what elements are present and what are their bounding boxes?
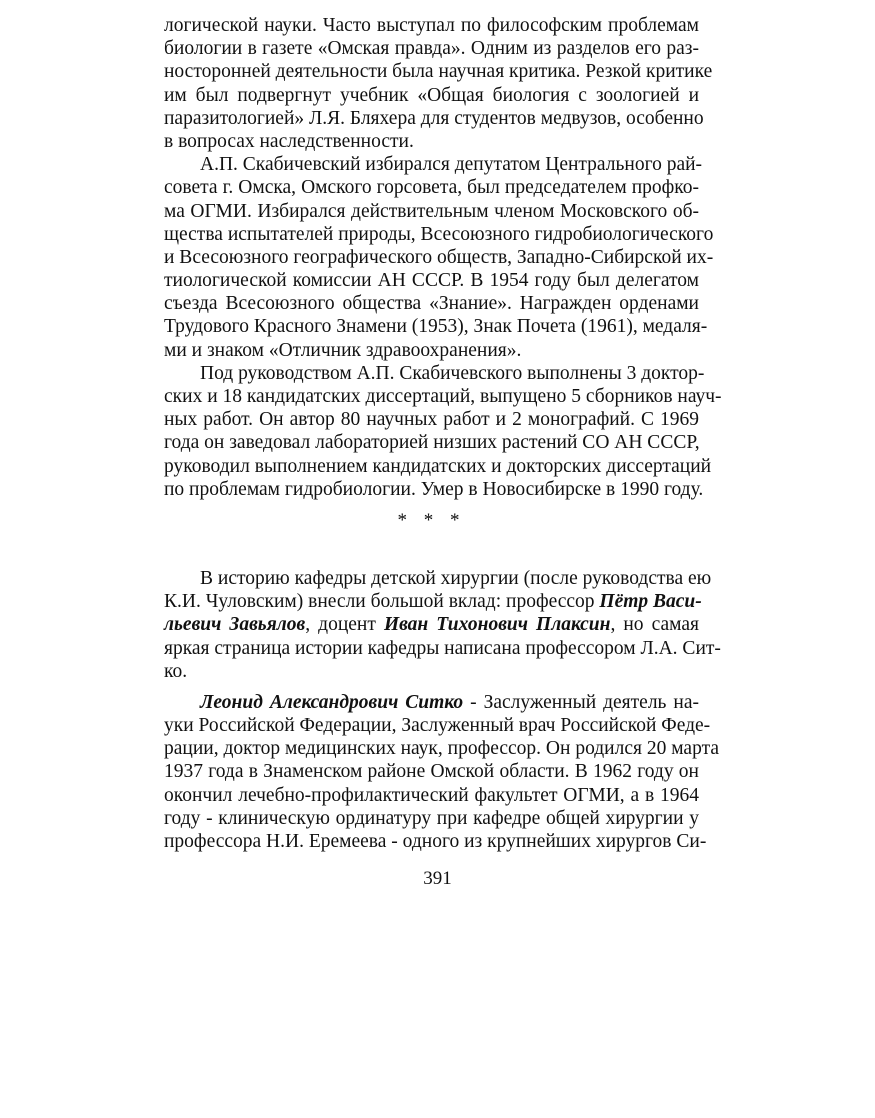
text-line: тиологической комиссии АН СССР. В 1954 году был делегатом (164, 270, 699, 292)
text-line: носторонней деятельности была научная критика. Резкой критике (164, 61, 713, 83)
page-text-block (164, 14, 722, 853)
paragraph-sitko-bio (164, 691, 719, 853)
text-line (164, 613, 699, 636)
text-line: в вопросах наследственности. (164, 130, 414, 152)
paragraph-skabichevsky-works (164, 362, 722, 501)
text-line: Под руководством А.П. Скабичевского выполнены 3 доктор- (200, 362, 705, 384)
text-line: ских и 18 кандидатских диссертаций, выпущено 5 сборников науч- (164, 386, 722, 407)
text-line: Трудового Красного Знамени (1953), Знак Почета (1961), медаля- (164, 316, 708, 338)
person-name: Леонид Александрович Ситко (200, 691, 464, 713)
text-run: , доцент (305, 614, 384, 636)
text-line: им был подвергнут учебник «Общая биология с зоологией и (164, 84, 699, 106)
text-line: съезда Всесоюзного общества «Знание». Награжден орденами (164, 293, 699, 315)
text-line: ко. (164, 660, 188, 682)
text-line: В историю кафедры детской хирургии (после руководства ею (200, 567, 712, 589)
text-line: профессора Н.И. Еремеева - одного из крупнейших хирургов Си- (164, 831, 707, 852)
text-line: уки Российской Федерации, Заслуженный врач Российской Феде- (164, 715, 711, 737)
text-line: и Всесоюзного географического обществ, Западно-Сибирской их- (164, 246, 714, 268)
page-number: 391 (423, 868, 452, 889)
text-line: яркая страница истории кафедры написана профессором Л.А. Сит- (164, 637, 721, 659)
person-name: Иван Тихонович Плаксин (383, 614, 611, 636)
text-run: , но самая (610, 614, 699, 636)
paragraph-continuation (164, 14, 713, 153)
text-line: совета г. Омска, Омского горсовета, был председателем профко- (164, 177, 699, 199)
text-line: года он заведовал лабораторией низших растений СО АН СССР, (164, 432, 700, 454)
text-line: ми и знаком «Отличник здравоохранения». (164, 339, 522, 361)
text-line (164, 590, 702, 613)
text-line: паразитологией» Л.Я. Бляхера для студентов медвузов, особенно (164, 107, 704, 129)
text-run: К.И. Чуловским) внесли большой вклад: профессор (164, 591, 600, 613)
text-line: щества испытателей природы, Всесоюзного гидробиологического (164, 223, 714, 245)
text-line: А.П. Скабичевский избирался депутатом Центрального рай- (200, 154, 703, 176)
text-run: - Заслуженный деятель на- (463, 691, 699, 713)
text-line: биологии в газете «Омская правда». Одним из разделов его раз- (164, 38, 699, 60)
paragraph-skabichevsky-offices (164, 153, 714, 362)
person-name: льевич Завьялов (164, 614, 306, 636)
paragraph-department-history (164, 567, 721, 683)
text-line (164, 691, 699, 714)
text-line: году - клиническую ординатуру при кафедре общей хирургии у (164, 807, 699, 829)
text-line: по проблемам гидробиологии. Умер в Новосибирске в 1990 году. (164, 478, 704, 500)
text-line: 1937 года в Знаменском районе Омской области. В 1962 году он (164, 761, 699, 783)
text-line: ма ОГМИ. Избирался действительным членом Московского об- (164, 200, 699, 222)
text-line: логической науки. Часто выступал по философским проблемам (164, 15, 699, 36)
section-separator: * * * (397, 509, 466, 531)
text-line: ных работ. Он автор 80 научных работ и 2 монографий. С 1969 (164, 409, 699, 431)
person-name: Пётр Васи- (599, 591, 702, 613)
text-line: рации, доктор медицинских наук, профессор. Он родился 20 марта (164, 738, 719, 760)
text-line: окончил лечебно-профилактический факультет ОГМИ, а в 1964 (164, 784, 699, 806)
text-line: руководил выполнением кандидатских и докторских диссертаций (164, 455, 712, 477)
